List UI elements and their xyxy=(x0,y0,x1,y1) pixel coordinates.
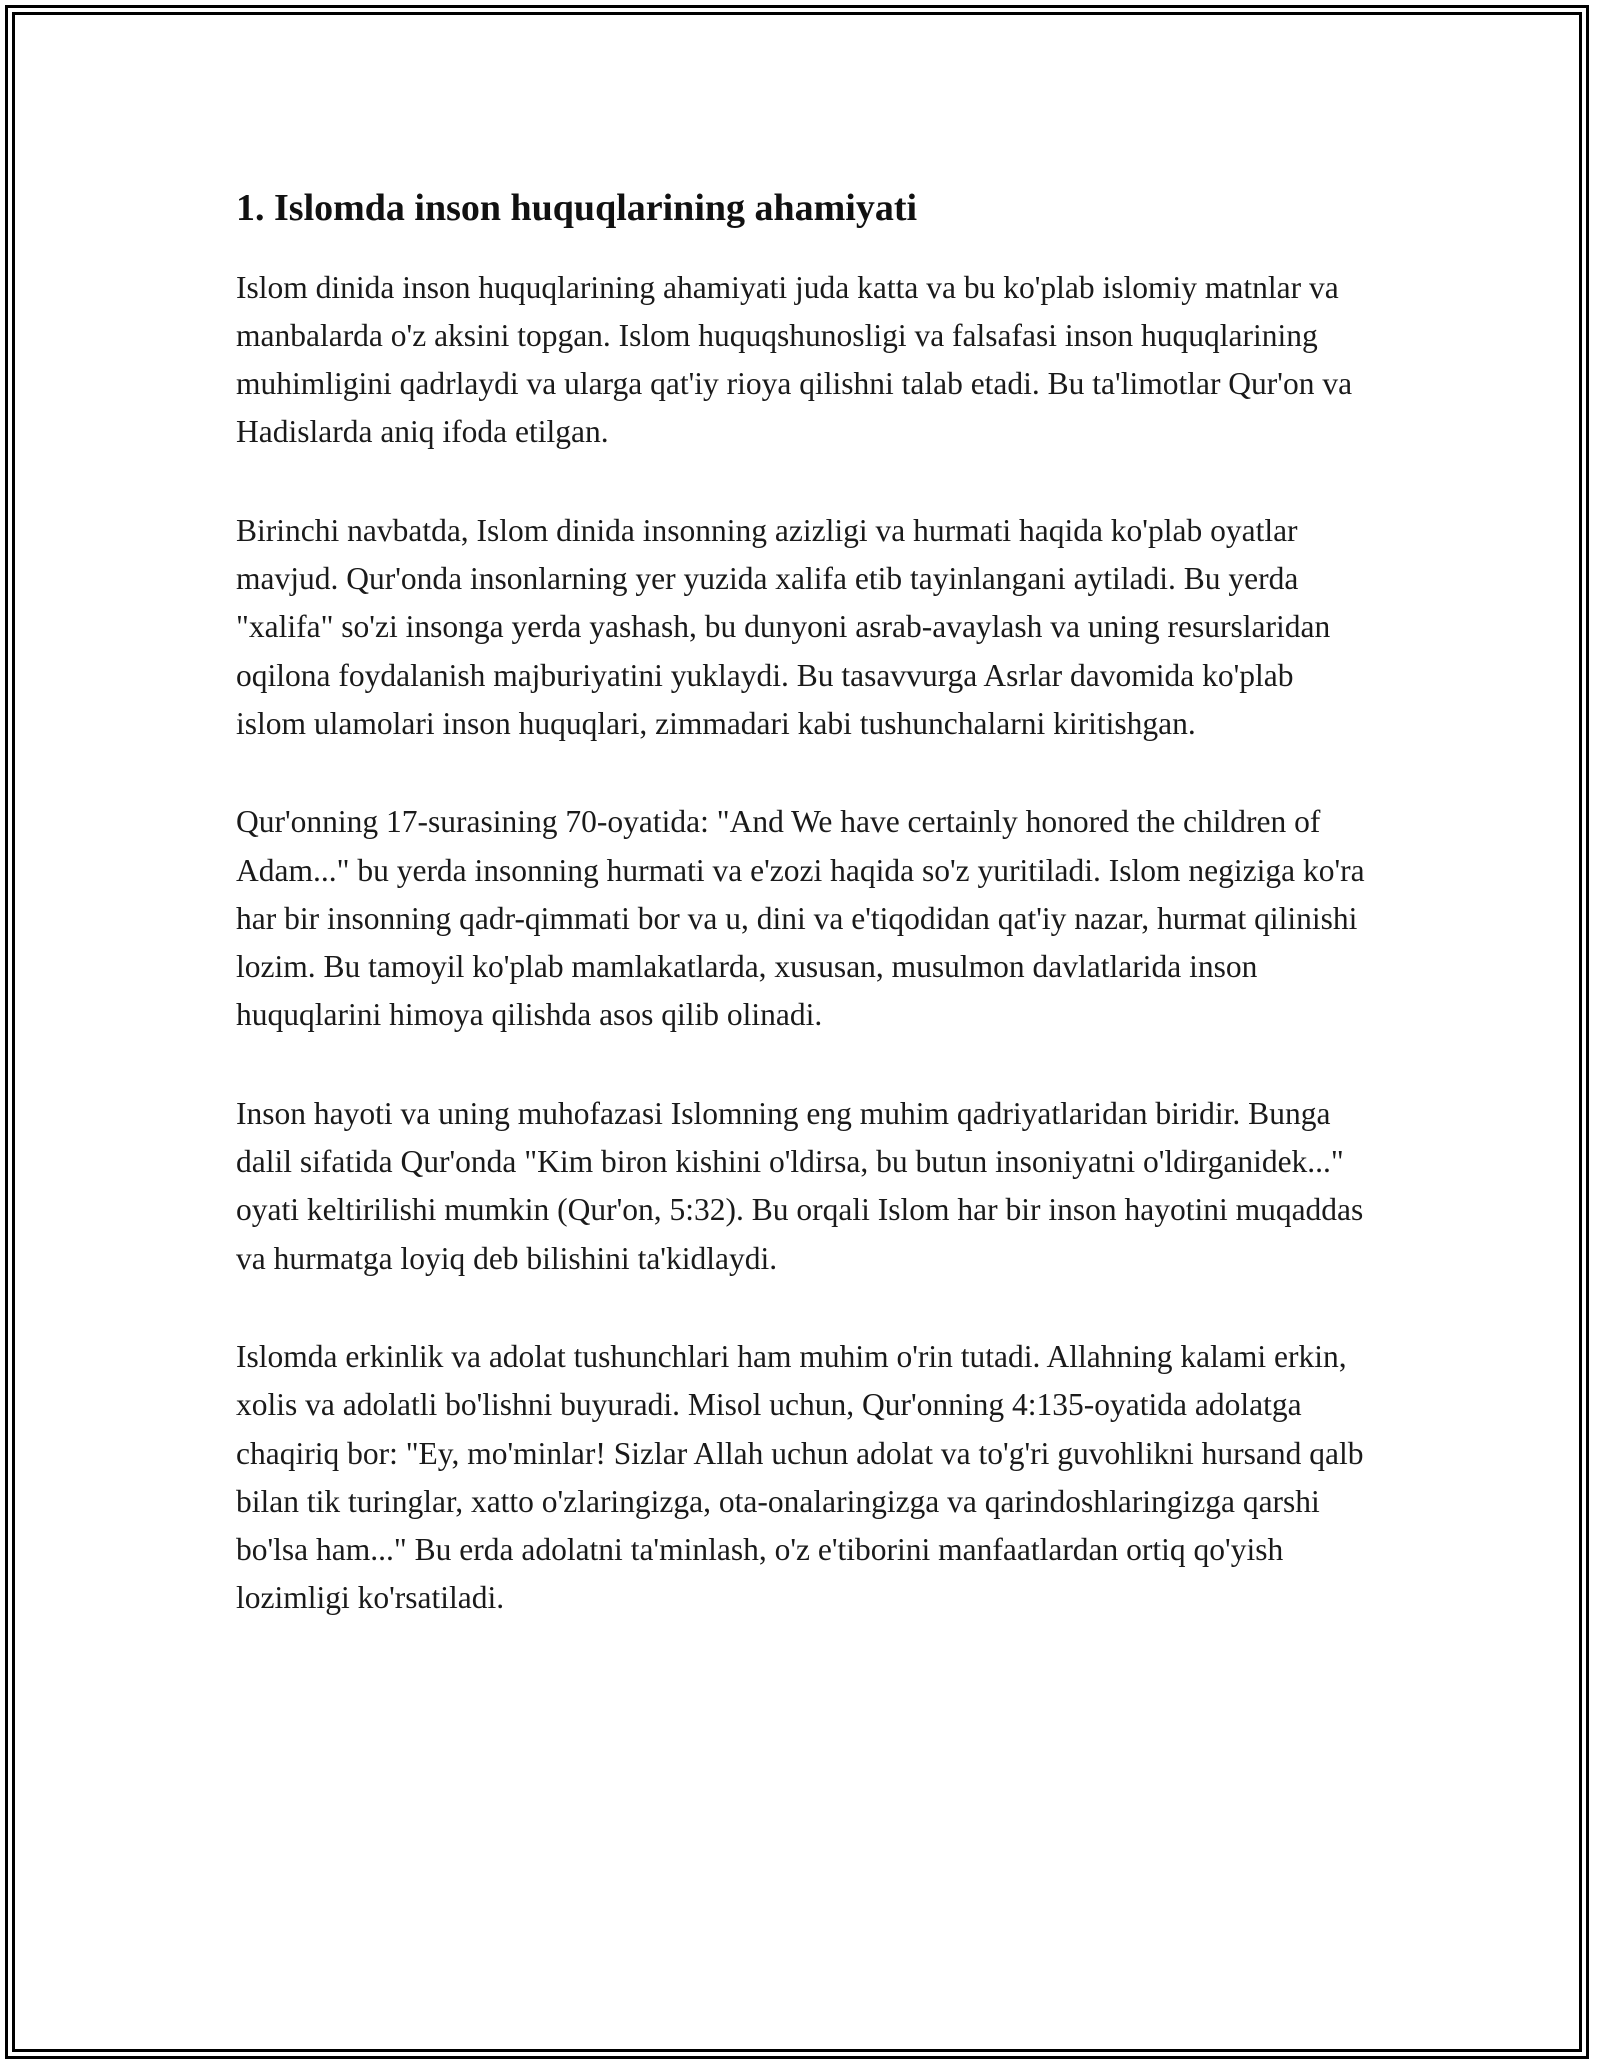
paragraph-5: Islomda erkinlik va adolat tushunchlari ham muhim o'rin tutadi. Allahning kalami erkin, xolis va adolatli bo'lishni buyuradi. Misol uchun, Qur'onning 4:135-oyatida adolatga chaqiriq bor: "Ey, mo'minlar! Sizlar Allah uchun adolat va to'g'ri guvohlikni hursand qalb bilan tik turinglar, xatto o'zlaringizga, ota-onalaringizga va qarindoshlaringizga qarshi bo'lsa ham..." Bu erda adolatni ta'minlash, o'z e'tiborini manfaatlardan ortiq qo'yish lozimligi ko'rsatiladi. xyxy=(236,1338,1364,1616)
paragraph-4: Inson hayoti va uning muhofazasi Islomning eng muhim qadriyatlaridan biridir. Bunga dalil sifatida Qur'onda "Kim biron kishini o'ldirsa, bu butun insoniyatni o'ldirganidek..." oyati keltirilishi mumkin (Qur'on, 5:32). Bu orqali Islom har bir inson hayotini muqaddas va hurmatga loyiq deb bilishini ta'kidlaydi. xyxy=(236,1095,1364,1276)
paragraph-1: Islom dinida inson huquqlarining ahamiyati juda katta va bu ko'plab islomiy matnlar va manbalarda o'z aksini topgan. Islom huquqshunosligi va falsafasi inson huquqlarining muhimligini qadrlaydi va ularga qat'iy rioya qilishni talab etadi. Bu ta'limotlar Qur'on va Hadislarda aniq ifoda etilgan. xyxy=(236,269,1353,450)
section-title: 1. Islomda inson huquqlarining ahamiyati xyxy=(236,187,918,229)
paragraph-2: Birinchi navbatda, Islom dinida insonning azizligi va hurmati haqida ko'plab oyatlar mavjud. Qur'onda insonlarning yer yuzida xalifa etib tayinlangani aytiladi. Bu yerda "xalifa" so'zi insonga yerda yashash, bu dunyoni asrab-avaylash va uning resurslaridan oqilona foydalanish majburiyatini yuklaydi. Bu tasavvurga Asrlar davomida ko'plab islom ulamolari inson huquqlari, zimmadari kabi tushunchalarni kiritishgan. xyxy=(236,512,1331,741)
document-body xyxy=(236,186,1366,1673)
paragraph-3: Qur'onning 17-surasining 70-oyatida: "And We have certainly honored the children of Adam..." bu yerda insonning hurmati va e'zozi haqida so'z yuritiladi. Islom negiziga ko'ra har bir insonning qadr-qimmati bor va u, dini va e'tiqodidan qat'iy nazar, hurmat qilinishi lozim. Bu tamoyil ko'plab mamlakatlarda, xususan, musulmon davlatlarida inson huquqlarini himoya qilishda asos qilib olinadi. xyxy=(236,804,1365,1033)
